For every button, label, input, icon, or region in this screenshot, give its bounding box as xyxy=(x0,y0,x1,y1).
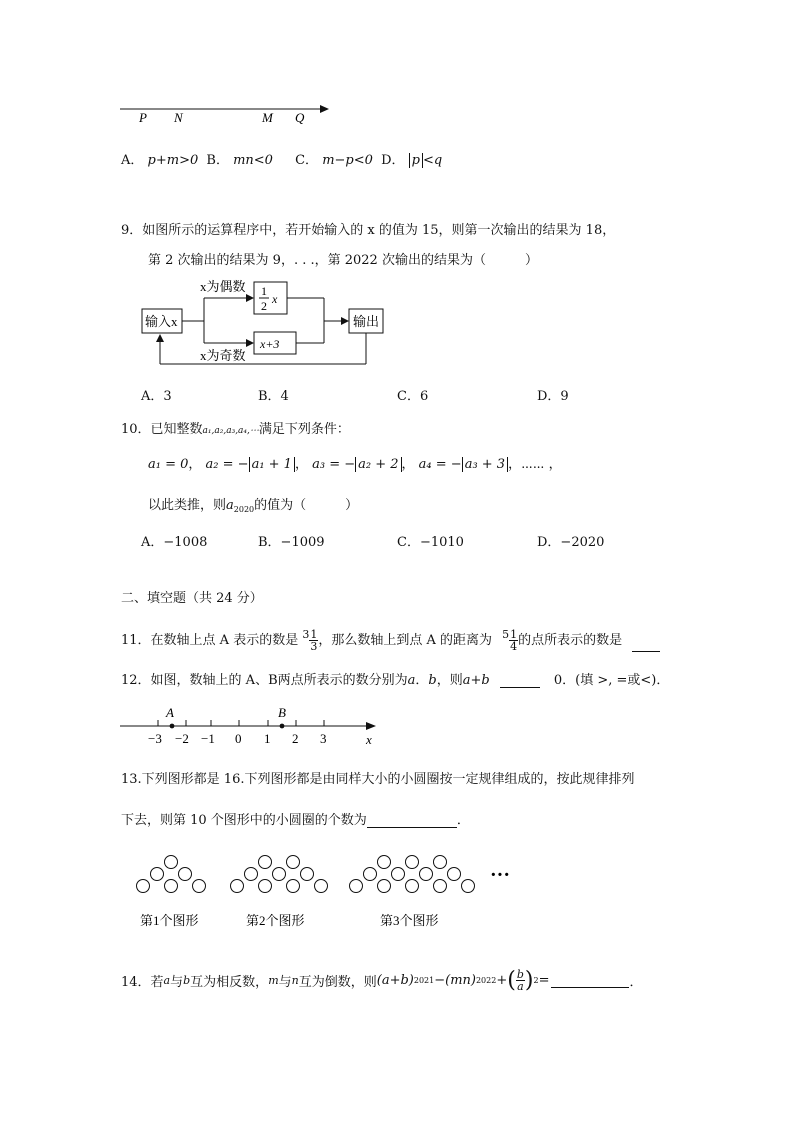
half-var: x xyxy=(272,292,278,306)
point-p-label: P xyxy=(139,110,147,125)
figure-ellipsis: ··· xyxy=(490,864,511,886)
half-num: 1 xyxy=(261,284,267,298)
plus3-label: x+3 xyxy=(260,337,280,351)
q9-flowchart xyxy=(138,276,388,368)
figure-1-caption: 第1个图形 xyxy=(140,913,199,928)
odd-label: x为奇数 xyxy=(200,348,246,363)
figure-1 xyxy=(137,856,206,893)
q8-option-c[interactable]: C． m−p<0 xyxy=(295,153,373,168)
axis-x-label: x xyxy=(366,732,372,747)
tick-label: 0 xyxy=(235,731,242,746)
q11-frac2: $\frac{1}{4}$ xyxy=(510,628,518,653)
figure-2 xyxy=(231,856,328,893)
q13-line2: 下去，则第 10 个图形中的小圆圈的个数为 ． xyxy=(121,813,470,828)
point-a-label: A xyxy=(166,705,174,720)
q10-option-d[interactable]: D．−2020 xyxy=(537,535,605,550)
q12: 12．如图，数轴上的 A、B两点所表示的数分别为a．b，则a+b 0．(填 >, =或<)． xyxy=(121,673,670,688)
q10-infer: 以此类推，则$a_{2020}$的值为（ ） xyxy=(148,498,359,514)
q8-option-b[interactable]: B． mn<0 xyxy=(206,153,273,168)
q13-answer-blank[interactable] xyxy=(367,813,457,828)
section-heading: 二、填空题（共 24 分） xyxy=(121,591,263,606)
tick-label: 3 xyxy=(320,731,327,746)
q10-seq: a₁,a₂,a₃,a₄,⋯ xyxy=(202,426,259,436)
q10-conditions: a₁ = 0， a₂ = − a₁ + 1 ， a₃ = − a₂ + 2 ， a₄ = − a₃ + 3 ，⋯⋯ ， xyxy=(148,457,562,472)
point-q-label: Q xyxy=(295,110,305,125)
q9-option-d[interactable]: D．9 xyxy=(537,389,569,404)
input-box-label: 输入x xyxy=(145,314,178,329)
q11-frac1: $\frac{1}{3}$ xyxy=(310,628,318,653)
q10-option-b[interactable]: B．−1009 xyxy=(258,535,325,550)
point-b-dot xyxy=(280,724,285,729)
tick-label: −3 xyxy=(148,731,162,746)
tick-label: −2 xyxy=(175,731,189,746)
q13-circle-figures xyxy=(132,848,522,934)
q13-line1: 13.下列图形都是 16.下列图形都是由同样大小的小圆圈按一定规律组成的，按此规律排列 xyxy=(121,772,635,787)
tick-label: −1 xyxy=(201,731,215,746)
figure-3 xyxy=(350,856,475,893)
q11: 11．在数轴上点 A 表示的数是 $^3$ $\frac{1}{3}$ ，那么数轴上到点 A 的距离为 $^5$ $\frac{1}{4}$ 的点所表示的数是 xyxy=(121,628,660,652)
q10-option-c[interactable]: C．−1010 xyxy=(397,535,464,550)
q9-line2: 第 2 次输出的结果为 9，. . .，第 2022 次输出的结果为（ ） xyxy=(148,253,538,268)
point-b-label: B xyxy=(278,705,286,720)
even-label: x为偶数 xyxy=(200,279,246,294)
top-number-line xyxy=(115,96,335,130)
q10-intro: 10．已知整数a₁,a₂,a₃,a₄,⋯满足下列条件： xyxy=(121,422,350,437)
output-box-label: 输出 xyxy=(353,314,380,329)
figure-3-caption: 第3个图形 xyxy=(380,913,439,928)
q10-option-a[interactable]: A．−1008 xyxy=(141,535,208,550)
point-m-label: M xyxy=(262,110,273,125)
q12-answer-blank[interactable] xyxy=(500,673,540,688)
q12-number-line xyxy=(118,703,380,747)
q9-line1: 9．如图所示的运算程序中，若开始输入的 x 的值为 15，则第一次输出的结果为 18， xyxy=(121,223,616,238)
half-box xyxy=(254,282,287,314)
tick-label: 1 xyxy=(264,731,271,746)
q14-answer-blank[interactable] xyxy=(551,973,629,988)
q9-option-b[interactable]: B．4 xyxy=(258,389,289,404)
q11-answer-blank[interactable] xyxy=(632,637,660,652)
q9-option-a[interactable]: A．3 xyxy=(141,389,172,404)
q8-option-a[interactable]: A． p+m>0 xyxy=(121,153,199,168)
point-a-dot xyxy=(170,724,175,729)
figure-2-caption: 第2个图形 xyxy=(246,913,305,928)
q14-frac: $\frac{b}{a}$ xyxy=(516,967,524,993)
q8-option-d[interactable]: D． p <q xyxy=(381,153,443,168)
half-den: 2 xyxy=(261,299,267,313)
q14: 14．若 a 与 b 互为相反数， m 与 n 互为倒数，则 (a+b) 2021 − (mn) 2022 + ( $\frac{b}{a}$ ) 2 = ． xyxy=(121,967,643,993)
q9-option-c[interactable]: C．6 xyxy=(397,389,429,404)
q8-options xyxy=(121,149,442,168)
tick-label: 2 xyxy=(292,731,299,746)
point-n-label: N xyxy=(174,110,183,125)
